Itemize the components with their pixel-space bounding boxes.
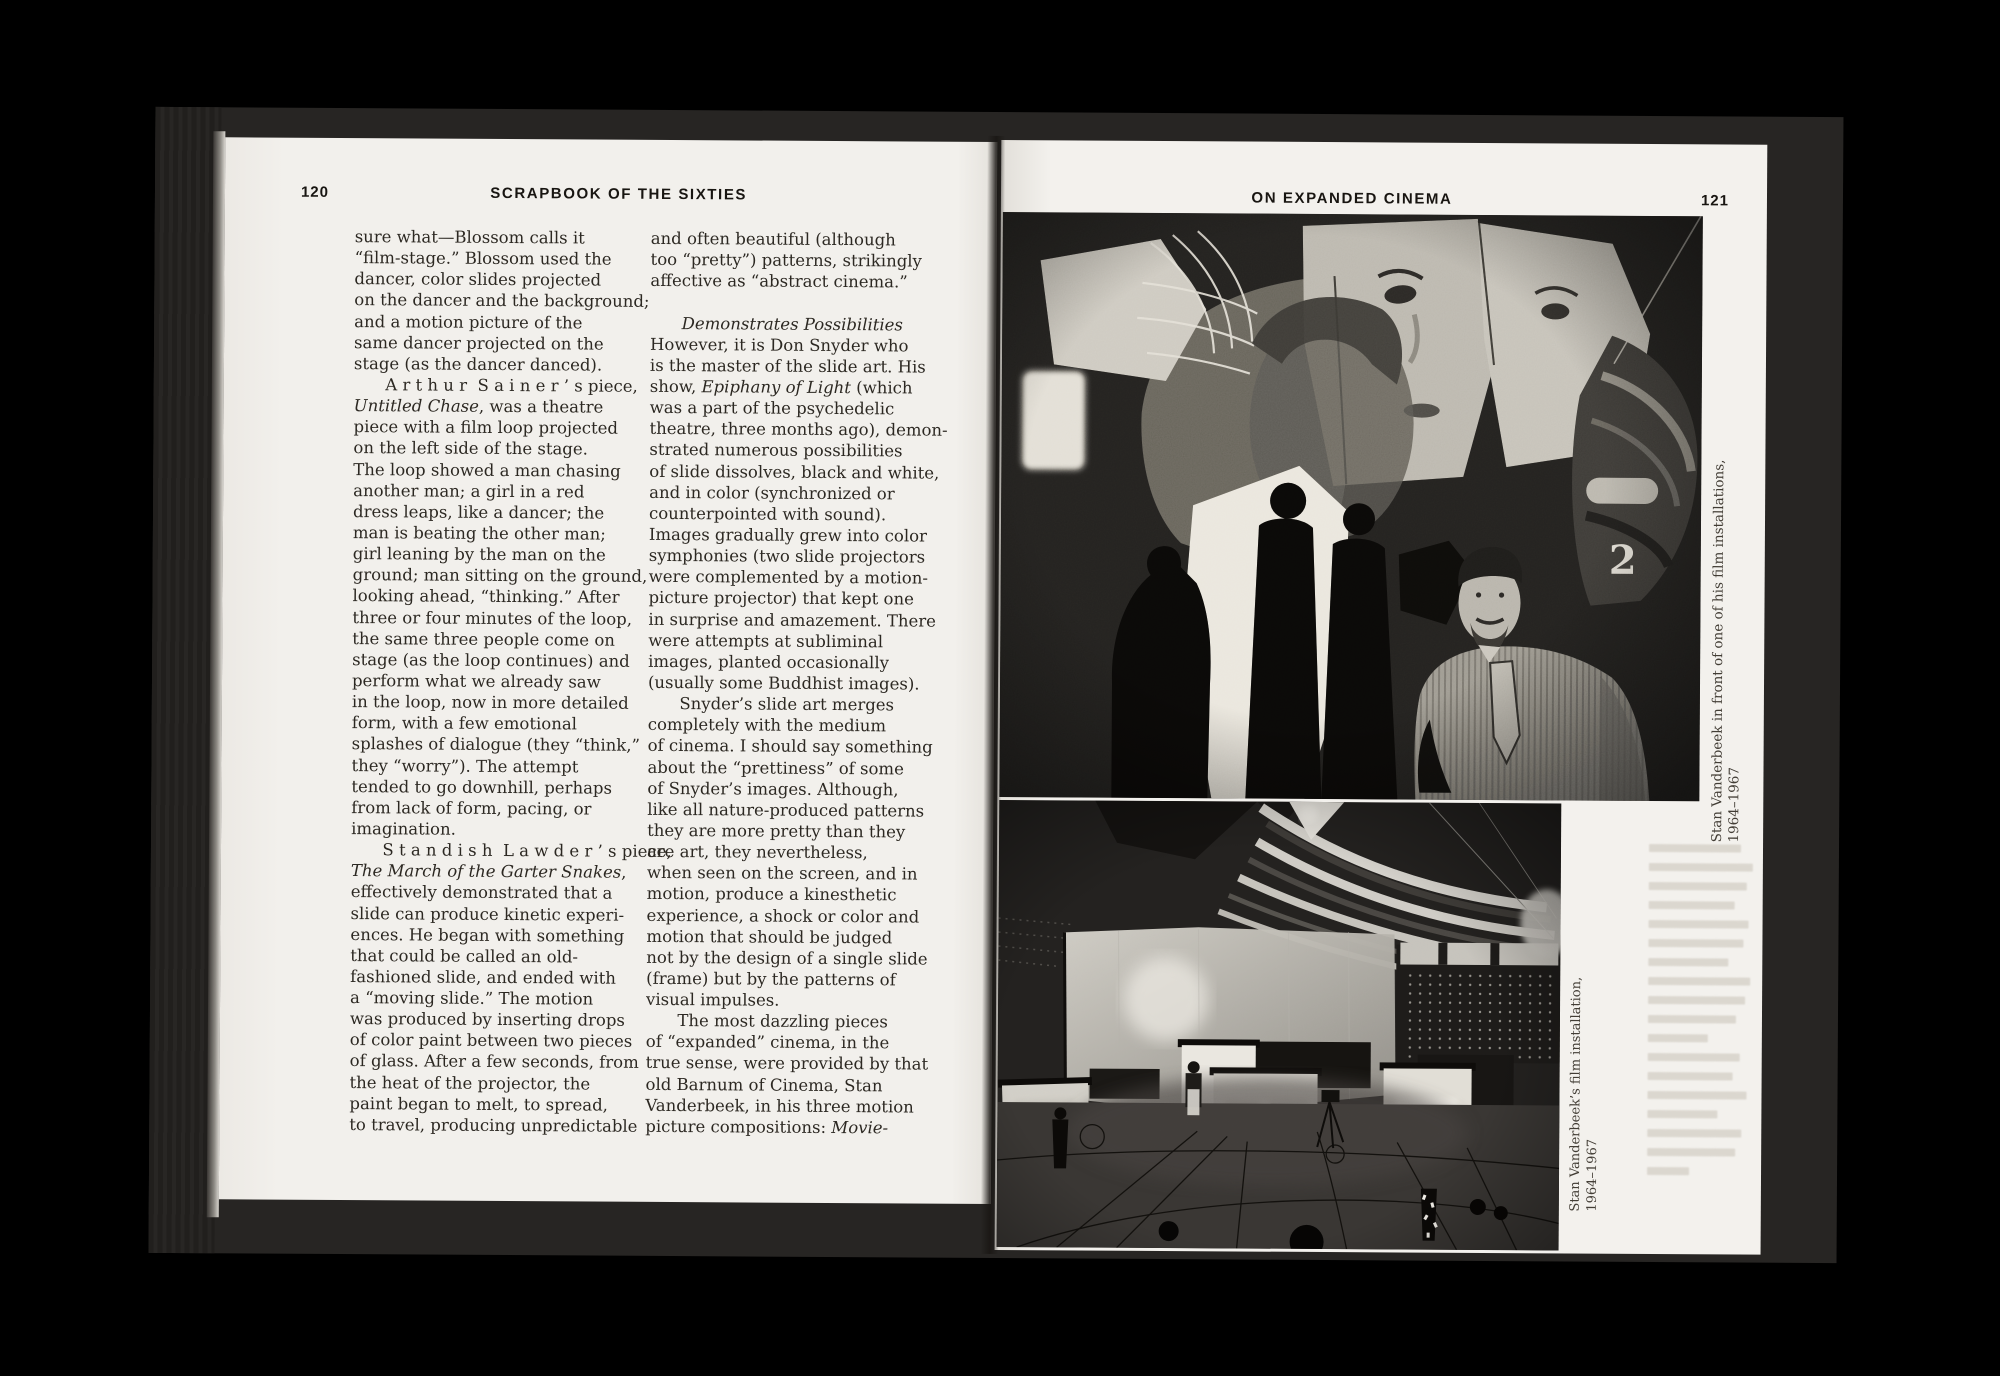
text-line: a “moving slide.” The motion [350, 988, 594, 1009]
text-line: of slide dissolves, black and white, [649, 461, 940, 483]
ghost-line [1649, 844, 1741, 853]
text-line: effectively demonstrated that a [350, 882, 613, 904]
text-line: about the “prettiness” of some [647, 757, 904, 778]
text-line: perform what we already saw [351, 671, 601, 692]
ghost-line [1648, 1053, 1740, 1062]
page-number-left: 120 [300, 183, 330, 201]
text-line: are art, they nevertheless, [646, 841, 868, 863]
ghost-line [1647, 1129, 1741, 1138]
text-line: A r t h u r S a i n e r ’ s piece, [353, 375, 638, 396]
text-line: S t a n d i s h L a w d e r ’ s piece, [350, 840, 672, 862]
text-line: were attempts at subliminal [648, 630, 884, 651]
ghost-text [1647, 844, 1753, 1245]
ghost-line [1648, 1034, 1708, 1042]
text-line: imagination. [351, 819, 456, 839]
text-line: of glass. After a few seconds, from [349, 1051, 639, 1073]
text-line: However, it is Don Snyder who [650, 334, 909, 356]
text-line: form, with a few emotional [351, 713, 578, 734]
text-line: they are more pretty than they [647, 820, 906, 842]
ghost-line [1648, 1015, 1736, 1024]
text-line: in surprise and amazement. There [648, 609, 937, 631]
photo-installation-hall-art [997, 800, 1562, 1250]
text-line: fashioned slide, and ended with [350, 966, 617, 988]
ghost-line [1648, 958, 1728, 966]
text-line: show, Epiphany of Light (which [649, 376, 913, 398]
photo-vanderbeek-dome-art [999, 212, 1703, 801]
text-line: not by the design of a single slide [646, 947, 928, 969]
text-line: affective as “abstract cinema.” [650, 271, 908, 292]
text-line: like all nature-produced patterns [647, 799, 925, 821]
text-line: ground; man sitting on the ground, [352, 565, 648, 587]
text-line: man is beating the other man; [352, 523, 606, 544]
caption-top-photo [1709, 384, 1752, 842]
text-line: (frame) but by the patterns of [646, 968, 896, 990]
ghost-line [1649, 863, 1753, 872]
page-number-right: 121 [1700, 192, 1730, 210]
ghost-line [1647, 1148, 1735, 1157]
text-line: counterpointed with sound). [648, 503, 887, 525]
text-line: they “worry”). The attempt [351, 755, 579, 776]
text-line: piece with a film loop projected [353, 417, 619, 438]
running-head-right: ON EXPANDED CINEMA [1251, 189, 1453, 208]
text-line: was a part of the psychedelic [649, 398, 895, 419]
text-line: when seen on the screen, and in [646, 863, 918, 884]
text-line: Demonstrates Possibilities [681, 313, 903, 334]
text-column-2 [645, 228, 961, 1139]
text-line: of “expanded” cinema, in the [645, 1032, 890, 1053]
text-line: is the master of the slide art. His [649, 355, 926, 377]
text-line: same dancer projected on the [354, 332, 604, 354]
ghost-line [1647, 1167, 1689, 1175]
ghost-line [1649, 920, 1749, 929]
text-line: images, planted occasionally [648, 651, 890, 673]
text-line: symphonies (two slide projectors [648, 545, 926, 567]
text-line: stage (as the dancer danced). [353, 353, 603, 375]
text-line: and often beautiful (although [650, 228, 896, 250]
text-line: 1964–1967 [1584, 1138, 1601, 1212]
running-head-left: SCRAPBOOK OF THE SIXTIES [490, 184, 748, 204]
right-page [995, 140, 1768, 1255]
text-line: and a motion picture of the [354, 311, 583, 333]
text-line: Stan Vanderbeek’s film installation, [1567, 976, 1585, 1212]
text-line: stage (as the loop continues) and [352, 649, 630, 671]
photo-vanderbeek-dome [999, 212, 1703, 801]
text-line [650, 291, 960, 314]
text-line: on the dancer and the background; [354, 290, 650, 312]
text-line: another man; a girl in a red [353, 480, 585, 502]
text-line: Snyder’s slide art merges [647, 693, 895, 715]
text-line: slide can produce kinetic experi- [350, 903, 625, 925]
text-line: dancer, color slides projected [354, 269, 602, 290]
text-line: were complemented by a motion- [648, 567, 929, 588]
text-line: 1964–1967 [1726, 766, 1743, 843]
text-line: and in color (synchronized or [649, 482, 895, 504]
text-line: of Snyder’s images. Although, [647, 778, 899, 800]
text-line: picture compositions: Movie- [645, 1116, 889, 1138]
ghost-line [1648, 939, 1743, 948]
text-line: theatre, three months ago), demon- [649, 419, 948, 440]
caption-bottom-photo [1567, 944, 1607, 1212]
text-line: old Barnum of Cinema, Stan [645, 1074, 883, 1095]
ghost-line [1647, 1110, 1717, 1118]
text-line: tended to go downhill, perhaps [351, 776, 613, 798]
text-line: Untitled Chase, was a theatre [353, 396, 604, 417]
text-line: true sense, were provided by that [645, 1053, 929, 1075]
ghost-line [1649, 901, 1735, 910]
text-line: The loop showed a man chasing [353, 459, 621, 481]
text-line: Images gradually grew into color [648, 524, 928, 546]
text-line: Vanderbeek, in his three motion [645, 1095, 914, 1117]
text-line: Stan Vanderbeek in front of one of his film installations, [1709, 459, 1728, 843]
text-line: of cinema. I should say something [647, 736, 933, 757]
left-page [219, 137, 997, 1204]
text-line: motion that should be judged [646, 926, 893, 948]
text-line: dress leaps, like a dancer; the [352, 501, 605, 523]
text-line: to travel, producing unpredictable [349, 1114, 638, 1136]
text-line: completely with the medium [647, 715, 887, 736]
text-line: visual impulses. [646, 989, 780, 1010]
text-line: “film-stage.” Blossom used the [354, 248, 612, 269]
ghost-line [1649, 882, 1747, 891]
text-line: too “pretty”) patterns, strikingly [650, 250, 922, 271]
text-line: of color paint between two pieces [349, 1030, 633, 1052]
text-line: paint began to melt, to spread, [349, 1093, 609, 1115]
text-line: sure what—Blossom calls it [354, 227, 585, 248]
text-line: in the loop, now in more detailed [351, 692, 629, 713]
text-line: from lack of form, pacing, or [351, 797, 592, 819]
text-line: experience, a shock or color and [646, 905, 920, 927]
text-line: that could be called an old- [350, 945, 579, 967]
text-line: (usually some Buddhist images). [647, 672, 920, 694]
text-line: ences. He began with something [350, 924, 625, 946]
text-line: looking ahead, “thinking.” After [352, 586, 620, 608]
text-line: motion, produce a kinesthetic [646, 884, 897, 905]
photo-installation-hall [997, 800, 1562, 1250]
ghost-line [1647, 1091, 1746, 1100]
text-line: on the left side of the stage. [353, 438, 588, 459]
text-line: girl leaning by the man on the [352, 544, 606, 565]
text-line: three or four minutes of the loop, [352, 607, 633, 629]
text-line: the heat of the projector, the [349, 1072, 591, 1094]
book-spread [149, 107, 1844, 1263]
ghost-line [1648, 1072, 1733, 1081]
text-line: The most dazzling pieces [645, 1011, 888, 1032]
text-column-1 [349, 226, 672, 1137]
text-line: picture projector) that kept one [648, 588, 914, 609]
text-line: was produced by inserting drops [349, 1009, 625, 1030]
ghost-line [1648, 977, 1750, 986]
text-line: splashes of dialogue (they “think,” [351, 734, 641, 756]
text-line: strated numerous possibilities [649, 440, 903, 461]
text-line: The March of the Garter Snakes, [350, 861, 627, 882]
ghost-line [1648, 996, 1745, 1005]
text-line: the same three people come on [352, 628, 615, 650]
